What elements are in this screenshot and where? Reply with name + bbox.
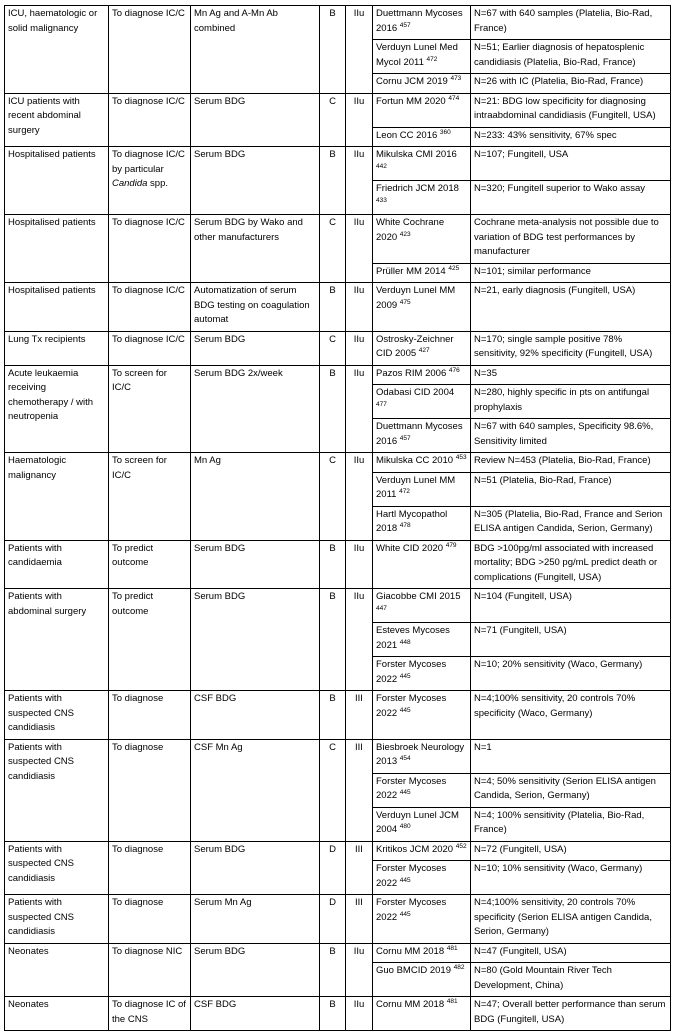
reference-cell: Esteves Mycoses 2021 $^{448}$ — [373, 623, 471, 657]
citation-superscript: 457 — [399, 434, 411, 442]
reference-cell: White Cochrane 2020 $^{423}$ — [373, 215, 471, 264]
test-cell: Serum BDG — [191, 540, 320, 589]
table-row — [5, 283, 671, 332]
purpose-cell: To screen for IC/C — [109, 365, 191, 453]
evidence-level-cell: IIu — [346, 589, 373, 691]
purpose-cell: To predict outcome — [109, 589, 191, 691]
table-row — [5, 147, 671, 181]
population-cell: ICU, haematologic or solid malignancy — [5, 6, 109, 94]
comment-cell: N=21: BDG low specificity for diagnosing intraabdominal candidiasis (Fungitell, USA) — [471, 93, 671, 127]
comment-cell: N=47 (Fungitell, USA) — [471, 943, 671, 963]
purpose-cell: To diagnose — [109, 895, 191, 944]
citation-superscript: 457 — [399, 21, 411, 29]
reference-cell: Verduyn Lunel MM 2009 $^{475}$ — [373, 283, 471, 332]
citation-superscript: 482 — [453, 963, 465, 971]
citation-superscript: 481 — [446, 944, 458, 952]
population-cell: Neonates — [5, 997, 109, 1031]
test-cell: CSF BDG — [191, 997, 320, 1031]
grade-cell: B — [320, 283, 346, 332]
reference-cell: Duettmann Mycoses 2016 $^{457}$ — [373, 419, 471, 453]
citation-superscript: 445 — [399, 788, 411, 796]
evidence-table — [4, 5, 671, 1031]
reference-cell: Verduyn Lunel MM 2011 $^{472}$ — [373, 472, 471, 506]
population-cell: Patients with suspected CNS candidiasis — [5, 739, 109, 841]
grade-cell: D — [320, 895, 346, 944]
reference-cell: Mikulska CC 2010 $^{453}$ — [373, 453, 471, 473]
reference-cell: Hartl Mycopathol 2018 $^{478}$ — [373, 506, 471, 540]
table-row — [5, 365, 671, 385]
comment-cell: N=4; 50% sensitivity (Serion ELISA antigen Candida, Serion, Germany) — [471, 773, 671, 807]
reference-cell: Biesbroek Neurology 2013 $^{454}$ — [373, 739, 471, 773]
purpose-cell: To diagnose IC/C — [109, 6, 191, 94]
citation-superscript: 360 — [439, 128, 451, 136]
citation-superscript: 472 — [399, 487, 410, 495]
reference-cell: Giacobbe CMI 2015 $^{447}$ — [373, 589, 471, 623]
reference-cell: Ostrosky-Zeichner CID 2005 $^{427}$ — [373, 331, 471, 365]
citation-superscript: 474 — [448, 94, 460, 102]
table-row — [5, 943, 671, 963]
citation-superscript: 433 — [376, 196, 387, 204]
citation-superscript: 448 — [399, 638, 411, 646]
test-cell: Serum Mn Ag — [191, 895, 320, 944]
test-cell: Serum BDG — [191, 93, 320, 147]
test-cell: Serum BDG — [191, 841, 320, 895]
population-cell: ICU patients with recent abdominal surgery — [5, 93, 109, 147]
comment-cell: N=67 with 640 samples (Platelia, Bio-Rad, France) — [471, 6, 671, 40]
reference-cell: Forster Mycoses 2022 $^{445}$ — [373, 657, 471, 691]
citation-superscript: 445 — [399, 706, 411, 714]
population-cell: Hospitalised patients — [5, 215, 109, 283]
comment-cell: N=233: 43% sensitivity, 67% spec — [471, 127, 671, 147]
reference-cell: Forster Mycoses 2022 $^{445}$ — [373, 861, 471, 895]
citation-superscript: 480 — [399, 822, 411, 830]
comment-cell: N=71 (Fungitell, USA) — [471, 623, 671, 657]
population-cell: Patients with suspected CNS candidiasis — [5, 691, 109, 740]
grade-cell: B — [320, 589, 346, 691]
reference-cell: Cornu MM 2018 $^{481}$ — [373, 943, 471, 963]
comment-cell: N=35 — [471, 365, 671, 385]
table-row — [5, 453, 671, 473]
comment-cell: N=4;100% sensitivity, 20 controls 70% specificity (Waco, Germany) — [471, 691, 671, 740]
reference-cell: Fortun MM 2020 $^{474}$ — [373, 93, 471, 127]
citation-superscript: 445 — [399, 672, 411, 680]
reference-cell: White CID 2020 $^{479}$ — [373, 540, 471, 589]
citation-superscript: 442 — [376, 162, 387, 170]
population-cell: Patients with suspected CNS candidiasis — [5, 841, 109, 895]
purpose-cell: To diagnose IC/C — [109, 283, 191, 332]
reference-cell: Mikulska CMI 2016 $^{442}$ — [373, 147, 471, 181]
purpose-text: To diagnose IC/C by particular — [112, 149, 185, 175]
purpose-cell: To screen for IC/C — [109, 453, 191, 541]
population-cell: Lung Tx recipients — [5, 331, 109, 365]
table-row — [5, 691, 671, 740]
table-row — [5, 997, 671, 1031]
evidence-level-cell: III — [346, 739, 373, 841]
comment-cell: N=4; 100% sensitivity (Platelia, Bio-Rad, France) — [471, 807, 671, 841]
citation-superscript: 472 — [426, 55, 438, 63]
evidence-level-cell: IIu — [346, 453, 373, 541]
comment-cell: N=80 (Gold Mountain River Tech Development, China) — [471, 963, 671, 997]
comment-cell: N=1 — [471, 739, 671, 773]
test-cell: CSF Mn Ag — [191, 739, 320, 841]
purpose-cell — [109, 147, 191, 215]
comment-cell: N=10; 10% sensitivity (Waco, Germany) — [471, 861, 671, 895]
table-row — [5, 540, 671, 589]
purpose-cell: To diagnose IC/C — [109, 331, 191, 365]
comment-cell: Cochrane meta-analysis not possible due to variation of BDG test performances by manufacturer — [471, 215, 671, 264]
citation-superscript: 423 — [399, 230, 411, 238]
reference-cell: Odabasi CID 2004 $^{477}$ — [373, 385, 471, 419]
citation-superscript: 481 — [446, 997, 458, 1005]
evidence-level-cell: IIu — [346, 540, 373, 589]
reference-cell: Verduyn Lunel Med Mycol 2011 $^{472}$ — [373, 40, 471, 74]
table-row — [5, 895, 671, 944]
citation-superscript: 445 — [399, 876, 411, 884]
reference-cell: Friedrich JCM 2018 $^{433}$ — [373, 181, 471, 215]
test-cell: Serum BDG — [191, 147, 320, 215]
reference-cell: Forster Mycoses 2022 $^{445}$ — [373, 691, 471, 740]
grade-cell: C — [320, 739, 346, 841]
grade-cell: B — [320, 540, 346, 589]
reference-cell: Guo BMCID 2019 $^{482}$ — [373, 963, 471, 997]
citation-superscript: 427 — [418, 346, 430, 354]
evidence-level-cell: IIu — [346, 93, 373, 147]
comment-cell: N=4;100% sensitivity, 20 controls 70% specificity (Serion ELISA antigen Candida, Serion, Germany) — [471, 895, 671, 944]
purpose-cell: To diagnose — [109, 691, 191, 740]
comment-cell: N=170; single sample positive 78% sensitivity, 92% specificity (Fungitell, USA) — [471, 331, 671, 365]
table-row — [5, 331, 671, 365]
evidence-level-cell: III — [346, 841, 373, 895]
reference-cell: Cornu JCM 2019 $^{473}$ — [373, 74, 471, 94]
test-cell: Serum BDG 2x/week — [191, 365, 320, 453]
population-cell: Hospitalised patients — [5, 283, 109, 332]
test-cell: Mn Ag — [191, 453, 320, 541]
purpose-cell: To diagnose IC/C — [109, 93, 191, 147]
evidence-level-cell: III — [346, 691, 373, 740]
population-cell: Haematologic malignancy — [5, 453, 109, 541]
comment-cell: N=305 (Platelia, Bio-Rad, France and Serion ELISA antigen Candida, Serion, Germany) — [471, 506, 671, 540]
comment-cell: N=107; Fungitell, USA — [471, 147, 671, 181]
comment-cell: N=320; Fungitell superior to Wako assay — [471, 181, 671, 215]
grade-cell: C — [320, 215, 346, 283]
grade-cell: C — [320, 331, 346, 365]
comment-cell: BDG >100pg/ml associated with increased mortality; BDG >250 pg/mL predict death or complications (Fungitell, USA) — [471, 540, 671, 589]
citation-superscript: 475 — [399, 298, 411, 306]
citation-superscript: 453 — [455, 453, 467, 461]
population-cell: Patients with suspected CNS candidiasis — [5, 895, 109, 944]
purpose-cell: To predict outcome — [109, 540, 191, 589]
comment-cell: N=47; Overall better performance than serum BDG (Fungitell, USA) — [471, 997, 671, 1031]
purpose-cell: To diagnose IC/C — [109, 215, 191, 283]
comment-cell: N=67 with 640 samples, Specificity 98.6%, Sensitivity limited — [471, 419, 671, 453]
comment-cell: N=51; Earlier diagnosis of hepatosplenic candidiasis (Platelia, Bio-Rad, France) — [471, 40, 671, 74]
purpose-text: spp. — [147, 178, 168, 189]
reference-cell: Verduyn Lunel JCM 2004 $^{480}$ — [373, 807, 471, 841]
table-row — [5, 589, 671, 623]
reference-cell: Prüller MM 2014 $^{425}$ — [373, 263, 471, 283]
table-row — [5, 93, 671, 127]
purpose-cell: To diagnose — [109, 739, 191, 841]
comment-cell: N=101; similar performance — [471, 263, 671, 283]
evidence-level-cell: IIu — [346, 6, 373, 94]
population-cell: Patients with abdominal surgery — [5, 589, 109, 691]
citation-superscript: 473 — [450, 74, 462, 82]
reference-cell: Duettmann Mycoses 2016 $^{457}$ — [373, 6, 471, 40]
population-cell: Acute leukaemia receiving chemotherapy / with neutropenia — [5, 365, 109, 453]
comment-cell: N=10; 20% sensitivity (Waco, Germany) — [471, 657, 671, 691]
purpose-cell: To diagnose NIC — [109, 943, 191, 997]
evidence-level-cell: IIu — [346, 283, 373, 332]
reference-cell: Forster Mycoses 2022 $^{445}$ — [373, 773, 471, 807]
table-row — [5, 215, 671, 264]
reference-cell: Kritikos JCM 2020 $^{452}$ — [373, 841, 471, 861]
grade-cell: B — [320, 691, 346, 740]
table-row — [5, 841, 671, 861]
citation-superscript: 479 — [445, 541, 457, 549]
grade-cell: D — [320, 841, 346, 895]
citation-superscript: 452 — [455, 842, 467, 850]
citation-superscript: 477 — [376, 400, 387, 408]
citation-superscript: 476 — [448, 366, 460, 374]
grade-cell: B — [320, 997, 346, 1031]
citation-superscript: 445 — [399, 910, 411, 918]
citation-superscript: 447 — [376, 604, 387, 612]
evidence-table-body — [5, 6, 671, 1031]
citation-superscript: 425 — [448, 264, 460, 272]
reference-cell: Forster Mycoses 2022 $^{445}$ — [373, 895, 471, 944]
evidence-level-cell: IIu — [346, 215, 373, 283]
population-cell: Patients with candidaemia — [5, 540, 109, 589]
test-cell: Automatization of serum BDG testing on coagulation automat — [191, 283, 320, 332]
comment-cell: N=51 (Platelia, Bio-Rad, France) — [471, 472, 671, 506]
comment-cell: N=21, early diagnosis (Fungitell, USA) — [471, 283, 671, 332]
test-cell: Serum BDG — [191, 943, 320, 997]
evidence-level-cell: IIu — [346, 997, 373, 1031]
grade-cell: B — [320, 6, 346, 94]
comment-cell: Review N=453 (Platelia, Bio-Rad, France) — [471, 453, 671, 473]
comment-cell: N=104 (Fungitell, USA) — [471, 589, 671, 623]
reference-cell: Cornu MM 2018 $^{481}$ — [373, 997, 471, 1031]
grade-cell: B — [320, 147, 346, 215]
reference-cell: Leon CC 2016 $^{360}$ — [373, 127, 471, 147]
reference-cell: Pazos RIM 2006 $^{476}$ — [373, 365, 471, 385]
evidence-level-cell: IIu — [346, 147, 373, 215]
comment-cell: N=280, highly specific in pts on antifungal prophylaxis — [471, 385, 671, 419]
test-cell: Serum BDG — [191, 331, 320, 365]
table-row — [5, 6, 671, 40]
evidence-level-cell: IIu — [346, 331, 373, 365]
citation-superscript: 454 — [399, 754, 411, 762]
test-cell: Serum BDG — [191, 589, 320, 691]
grade-cell: C — [320, 453, 346, 541]
comment-cell: N=72 (Fungitell, USA) — [471, 841, 671, 861]
test-cell: CSF BDG — [191, 691, 320, 740]
evidence-level-cell: III — [346, 895, 373, 944]
comment-cell: N=26 with IC (Platelia, Bio-Rad, France) — [471, 74, 671, 94]
table-row — [5, 739, 671, 773]
grade-cell: C — [320, 93, 346, 147]
evidence-level-cell: IIu — [346, 365, 373, 453]
purpose-italic-text: Candida — [112, 178, 148, 189]
citation-superscript: 478 — [399, 521, 411, 529]
test-cell: Mn Ag and A-Mn Ab combined — [191, 6, 320, 94]
population-cell: Neonates — [5, 943, 109, 997]
evidence-level-cell: IIu — [346, 943, 373, 997]
purpose-cell: To diagnose — [109, 841, 191, 895]
population-cell: Hospitalised patients — [5, 147, 109, 215]
test-cell: Serum BDG by Wako and other manufacturers — [191, 215, 320, 283]
grade-cell: B — [320, 365, 346, 453]
purpose-cell: To diagnose IC of the CNS — [109, 997, 191, 1031]
grade-cell: B — [320, 943, 346, 997]
